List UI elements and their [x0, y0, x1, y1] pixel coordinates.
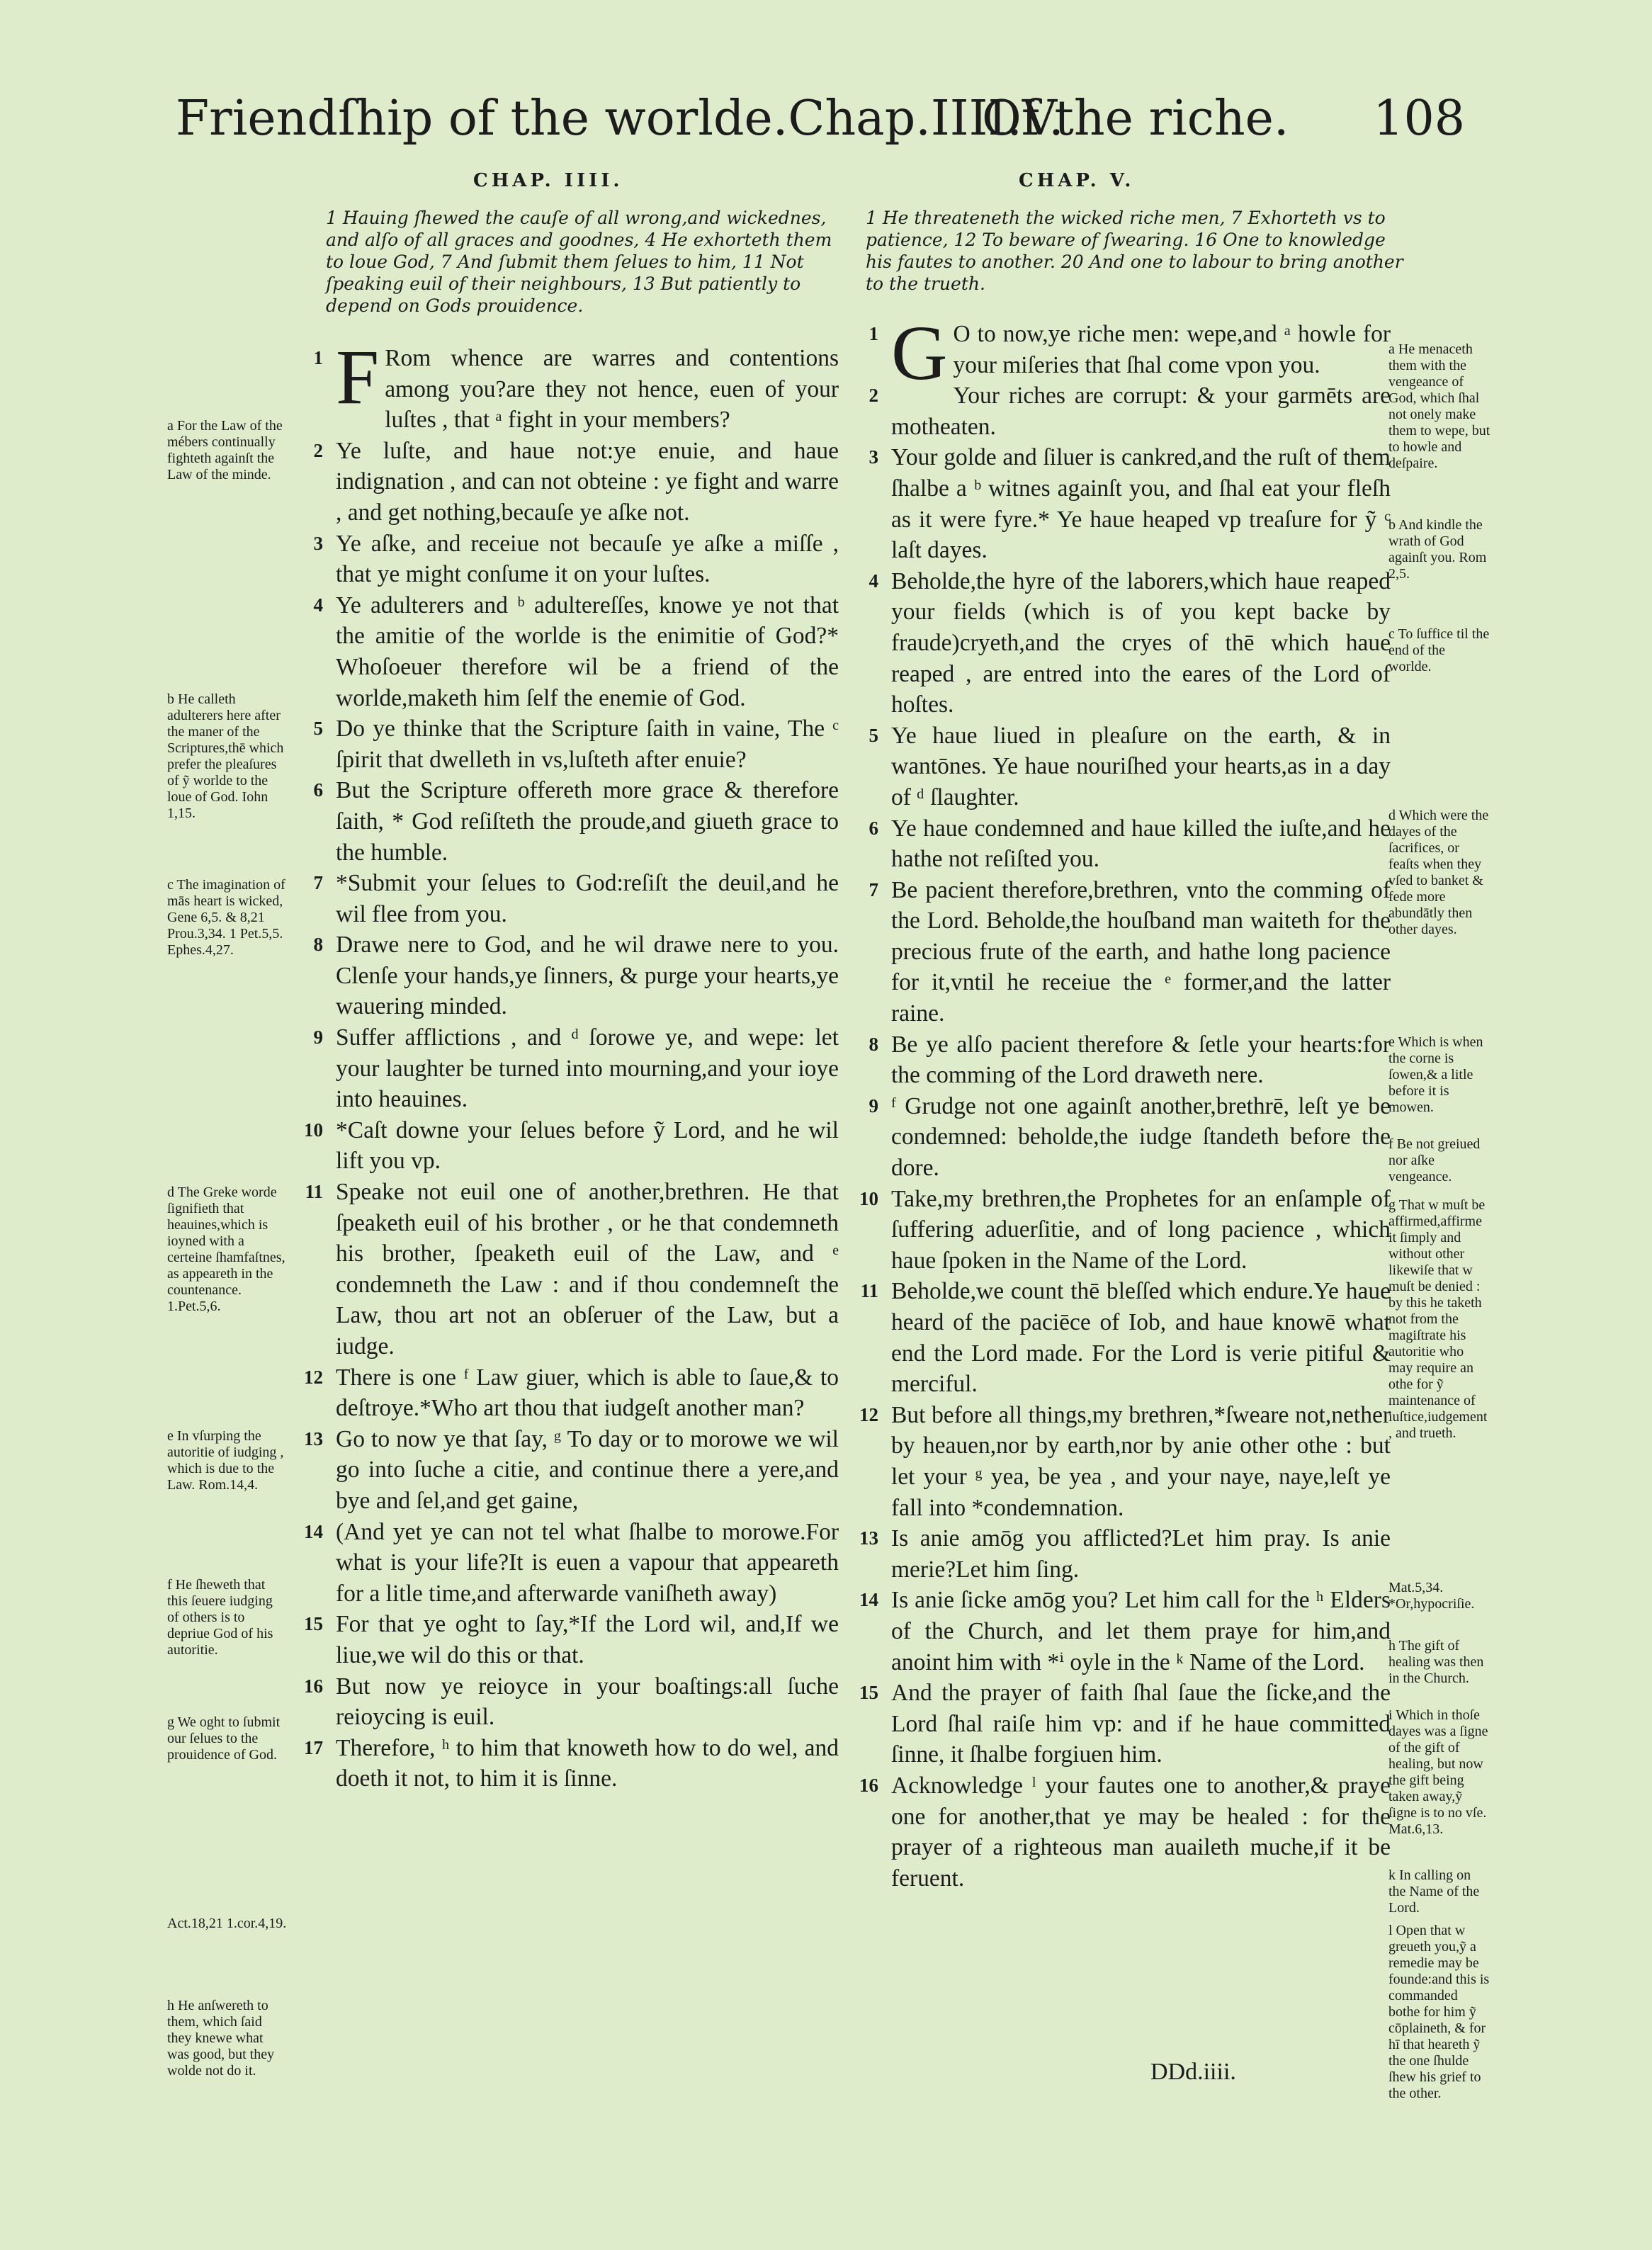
catchword: DDd.iiii.: [1150, 2059, 1236, 2085]
verse-text: Ye adulterers and ᵇ adultereſſes, knowe ye not that the amitie of the worlde is the enimitie of God?* Whoſoeuer therefore wil be a friend of the worlde,maketh him ſelf the enemie of God.: [336, 592, 839, 711]
verse-number: 8: [869, 1033, 878, 1055]
verse: [304, 1424, 839, 1517]
verse-text: But before all things,my brethren,*ſweare not,nether by heauen,nor by earth,nor by anie other othe : but let your ᵍ yea, be yea , and your naye, naye,leſt ye fall into *condemnation.: [891, 1401, 1391, 1521]
verse: [869, 1091, 1391, 1184]
verse-number: 15: [859, 1682, 878, 1704]
verse: [869, 442, 1391, 565]
verse: [869, 566, 1391, 720]
verse: [860, 1276, 1391, 1399]
verse-text: Ye aſke, and receiue not becauſe ye aſke a miſſe , that ye might conſume it on your luſtes.: [336, 530, 839, 588]
verse-number: 7: [313, 872, 323, 894]
verse-text: Acknowledge ˡ your fautes one to another,& praye one for another,that ye may be healed : for the prayer of a righteous man auaileth muche,if it be feruent.: [891, 1772, 1391, 1892]
verse-text: Your golde and ſiluer is cankred,and the ruſt of them ſhalbe a ᵇ witnes againſt you, and ſhal eat your fleſh as it were fyre.* Ye haue heaped vp treaſure for ỹ ᶜ laſt dayes.: [891, 444, 1391, 564]
margin-note: Act.18,21 1.cor.4,19.: [167, 1916, 287, 1931]
verse-text: ᶠ Grudge not one againſt another,brethrē, leſt ye be condemned: beholde,the iudge ſtandeth before the dore.: [891, 1092, 1391, 1182]
chapter-4-argument: 1 Hauing ſhewed the cauſe of all wrong,and wickednes, and alſo of all graces and goodnes, 4 He exhorteth them to loue God, 7 And ſubmit them ſelues to him, 11 Not ſpeaking euil of their neighbours, 13 But patiently to depend on Gods prouidence.: [326, 208, 832, 316]
verse-number: 1: [313, 347, 323, 368]
verse-number: 12: [304, 1366, 323, 1388]
margin-note: h He anſwereth to them, which ſaid they knewe what was good, but they wolde not do it.: [167, 1998, 275, 2079]
verse-text: For that ye oght to ſay,*If the Lord wil, and,If we liue,we wil do this or that.: [336, 1611, 839, 1668]
margin-note: d The Greke worde ſignifieth that heauines,which is ioyned with a certeine ſhamfaſtnes, as appeareth in the countenance. 1.Pet.5,6.: [167, 1185, 285, 1314]
verse-text: But now ye reioyce in your boaſtings:all ſuche reioycing is euil.: [336, 1673, 839, 1731]
verse: [859, 1770, 1391, 1894]
verse-number: 6: [313, 779, 323, 801]
verse-number: 14: [304, 1520, 323, 1542]
verse: [313, 590, 839, 713]
verse-number: 4: [313, 594, 323, 616]
margin-note: e Which is when the corne is ſowen,& a litle before it is mowen.: [1388, 1034, 1483, 1115]
verse-text: Is anie amōg you afflicted?Let him pray. Is anie merie?Let him ſing.: [891, 1525, 1391, 1583]
verse-number: 2: [313, 439, 323, 461]
drop-cap: F: [336, 334, 380, 420]
verse-text: Be pacient therefore,brethren, vnto the comming of the Lord. Beholde,the houſband man waiteth for the precious frute of the earth, and hathe long pacience for it,vntil he receiue the ᵉ former,and the latter raine.: [891, 876, 1391, 1027]
verse-text: Ye haue condemned and haue killed the iuſte,and he hathe not reſiſted you.: [891, 815, 1391, 873]
margin-note: a He menaceth them with the vengeance of God, which ſhal not onely make them to wepe, but to howle and deſpaire.: [1388, 341, 1490, 471]
margin-note: b He calleth adulterers here after the maner of the Scriptures,thē which prefer the pleaſures of ỹ worlde to the loue of God. Iohn 1,15.: [167, 691, 284, 821]
verse-number: 9: [313, 1027, 323, 1048]
verse-number: 14: [859, 1589, 878, 1611]
running-head-left: Friendſhip of the worlde.Chap.IIII.V.: [176, 91, 1064, 147]
verse: [869, 875, 1391, 1029]
chapter-4-heading: CHAP. IIII.: [473, 170, 623, 191]
verse-text: Be ye alſo pacient therefore & ſetle your hearts:for the comming of the Lord draweth nere.: [891, 1031, 1391, 1089]
verse-number: 3: [313, 532, 323, 554]
verse: [859, 1678, 1391, 1770]
margin-note: f Be not greiued nor aſke vengeance.: [1388, 1136, 1481, 1185]
verse-text: O to now,ye riche men: wepe,and ᵃ howle for your miſeries that ſhal come vpon you.: [953, 321, 1391, 378]
verse: [313, 775, 839, 868]
verse-text: Is anie ſicke amōg you? Let him call for the ʰ Elders of the Church, and let them praye for him,and anoint him with *ⁱ oyle in the ᵏ Name of the Lord.: [891, 1587, 1391, 1675]
verse-number: 16: [304, 1675, 323, 1697]
margin-note: l Open that w greueth you,ỹ a remedie may be founde:and this is commanded bothe for him ỹ cōplaineth, & for hī that heareth ỹ the one ſhulde ſhew his grief to the other.: [1388, 1923, 1490, 2101]
verse-text: Take,my brethren,the Prophetes for an enſample of ſuffering aduerſitie, and of long pacience , which haue ſpoken in the Name of the Lord.: [891, 1185, 1391, 1274]
running-head-right: Of the riche.: [982, 91, 1289, 147]
verse-number: 4: [869, 570, 878, 592]
margin-note: Mat.5,34. *Or,hypocriſie.: [1388, 1580, 1475, 1612]
verse-number: 15: [304, 1613, 323, 1635]
verse: [859, 1585, 1391, 1678]
verse-text: Ye haue liued in pleaſure on the earth, & in wantōnes. Ye haue nouriſhed your hearts,as in a day of ᵈ ſlaughter.: [891, 722, 1391, 810]
verse-number: 5: [869, 724, 878, 746]
verse: [313, 436, 839, 528]
verse: [313, 868, 839, 929]
verse: [869, 720, 1391, 813]
verse: [869, 380, 1391, 442]
verse: [304, 1671, 839, 1733]
margin-note: c To ſuffice til the end of the worlde.: [1388, 626, 1490, 674]
chapter-5-text: [859, 310, 1391, 1894]
verse: [313, 528, 839, 590]
verse-number: 13: [304, 1428, 323, 1449]
verse-number: 10: [304, 1119, 323, 1141]
margin-note: e In vſurping the autoritie of iudging , which is due to the Law. Rom.14,4.: [167, 1428, 284, 1493]
verse-number: 13: [859, 1527, 878, 1549]
margin-note: h The gift of healing was then in the Church.: [1388, 1638, 1484, 1686]
drop-cap: G: [891, 310, 948, 396]
page-number: 108: [1373, 91, 1465, 147]
chapter-5-argument: 1 He threateneth the wicked riche men, 7 Exhorteth vs to patience, 12 To beware of ſwearing. 16 One to knowledge his fautes to another. 20 And one to labour to bring another to the trueth.: [866, 208, 1403, 294]
verse-text: Beholde,we count thē bleſſed which endure.Ye haue heard of the paciēce of Iob, and haue knowē what end the Lord made. For the Lord is verie pitiful & merciful.: [891, 1278, 1391, 1398]
verse: [869, 1029, 1391, 1091]
verse-text: *Caſt downe your ſelues before ỹ Lord, and he wil lift you vp.: [336, 1116, 839, 1175]
verse: [305, 1177, 839, 1362]
verse-text: Suffer afflictions , and ᵈ ſorowe ye, and wepe: let your laughter be turned into mourning,and your ioye into heauines.: [336, 1024, 839, 1113]
margin-note: k In calling on the Name of the Lord.: [1388, 1867, 1480, 1916]
margin-note: g That w muſt be affirmed,affirme it ſimply and without other likewiſe that w muſt be denied : by this he taketh not from the magiſtrate his autoritie who may require an othe for ỹ maintenance of iuſtice,iudgement , and trueth.: [1388, 1197, 1488, 1441]
margin-note: d Which were the dayes of the ſacrifices, or feaſts when they vſed to banket & fede more abundātly then other dayes.: [1388, 808, 1489, 937]
verse-text: Drawe nere to God, and he wil drawe nere to you. Clenſe your hands,ye ſinners, & purge your hearts,ye wauering minded.: [336, 932, 839, 1020]
verse-number: 16: [859, 1774, 878, 1796]
verse: [869, 813, 1391, 875]
verse-text: Rom whence are warres and contentions among you?are they not hence, euen of your luſtes , that ᵃ fight in your members?: [385, 345, 839, 434]
verse-text: Therefore, ʰ to him that knoweth how to do wel, and doeth it not, to him it is ſinne.: [336, 1734, 839, 1792]
margin-note: i Which in thoſe dayes was a ſigne of the gift of healing, but now the gift being taken away,ỹ ſigne is to no vſe. Mat.6,13.: [1388, 1707, 1488, 1837]
margin-note: c The imagination of mās heart is wicked, Gene 6,5. & 8,21 Prou.3,34. 1 Pet.5,5. Ephes.4,27.: [167, 877, 285, 958]
verse: [313, 334, 839, 436]
verse: [304, 1115, 839, 1177]
verse: [304, 1733, 839, 1794]
chapter-4-text: [304, 334, 839, 1794]
margin-note: b And kindle the wrath of God againſt you. Rom 2,5.: [1388, 517, 1487, 582]
verse: [859, 1523, 1391, 1585]
verse-number: 1: [869, 323, 878, 344]
verse-text: Your riches are corrupt: & your garmēts are motheaten.: [891, 383, 1391, 440]
verse-number: 9: [869, 1095, 878, 1116]
verse-text: Go to now ye that ſay, ᵍ To day or to morowe we wil go into ſuche a citie, and continue there a yere,and bye and ſel,and get gaine,: [336, 1425, 839, 1514]
verse-text: There is one ᶠ Law giuer, which is able to ſaue,& to deſtroye.*Who art thou that iudgeſt another man?: [336, 1364, 839, 1422]
margin-note: f He ſheweth that this ſeuere iudging of others is to depriue God of his autoritie.: [167, 1577, 273, 1658]
verse: [869, 310, 1391, 396]
chapter-5-heading: CHAP. V.: [1019, 170, 1135, 191]
margin-note: g We oght to ſubmit our ſelues to the prouidence of God.: [167, 1714, 281, 1763]
verse: [313, 713, 839, 775]
verse: [313, 929, 839, 1022]
verse-text: But the Scripture offereth more grace & therefore ſaith, * God reſiſteth the proude,and giueth grace to the humble.: [336, 777, 839, 866]
verse-text: And the prayer of faith ſhal ſaue the ſicke,and the Lord ſhal raiſe him vp: and if he haue committed ſinne, it ſhalbe forgiuen him.: [891, 1680, 1391, 1768]
verse: [313, 1022, 839, 1115]
verse-text: (And yet ye can not tel what ſhalbe to morowe.For what is your life?It is euen a vapour that appeareth for a litle time,and afterwarde vaniſheth away): [336, 1518, 839, 1607]
verse-number: 5: [313, 718, 323, 740]
verse-text: *Submit your ſelues to God:reſiſt the deuil,and he wil flee from you.: [336, 870, 839, 927]
verse-number: 8: [313, 934, 323, 956]
running-head: [176, 84, 1465, 154]
verse-number: 10: [859, 1187, 878, 1209]
verse-number: 17: [304, 1736, 323, 1758]
verse-text: Speake not euil one of another,brethren. He that ſpeaketh euil of his brother , or he that condemneth his brother, ſpeaketh euil of the Law, and ᵉ condemneth the Law : and if thou condemneſt the Law, thou art not an obſeruer of the Law, but a iudge.: [336, 1179, 839, 1359]
verse-text: Ye luſte, and haue not:ye enuie, and haue indignation , and can not obteine : ye fight and warre , and get nothing,becauſe ye aſke not.: [336, 437, 839, 526]
verse: [304, 1362, 839, 1424]
verse: [304, 1517, 839, 1610]
verse-number: 11: [860, 1280, 878, 1302]
verse-text: Beholde,the hyre of the laborers,which haue reaped your fields (which is of you kept backe by fraude)cryeth,and the cryes of thē which haue reaped , are entred into the eares of the Lord of hoſtes.: [891, 567, 1391, 718]
verse-number: 11: [305, 1181, 323, 1203]
verse-number: 3: [869, 446, 878, 468]
verse: [859, 1400, 1391, 1523]
verse-number: 12: [859, 1403, 878, 1425]
verse: [304, 1609, 839, 1670]
verse-number: 6: [869, 817, 878, 839]
margin-note: a For the Law of the mébers continually fighteth againſt the Law of the minde.: [167, 418, 283, 482]
verse-text: Do ye thinke that the Scripture ſaith in vaine, The ᶜ ſpirit that dwelleth in vs,luſteth after enuie?: [336, 716, 839, 773]
verse: [859, 1184, 1391, 1277]
verse-number: 7: [869, 878, 878, 900]
verse-number: 2: [869, 385, 878, 407]
